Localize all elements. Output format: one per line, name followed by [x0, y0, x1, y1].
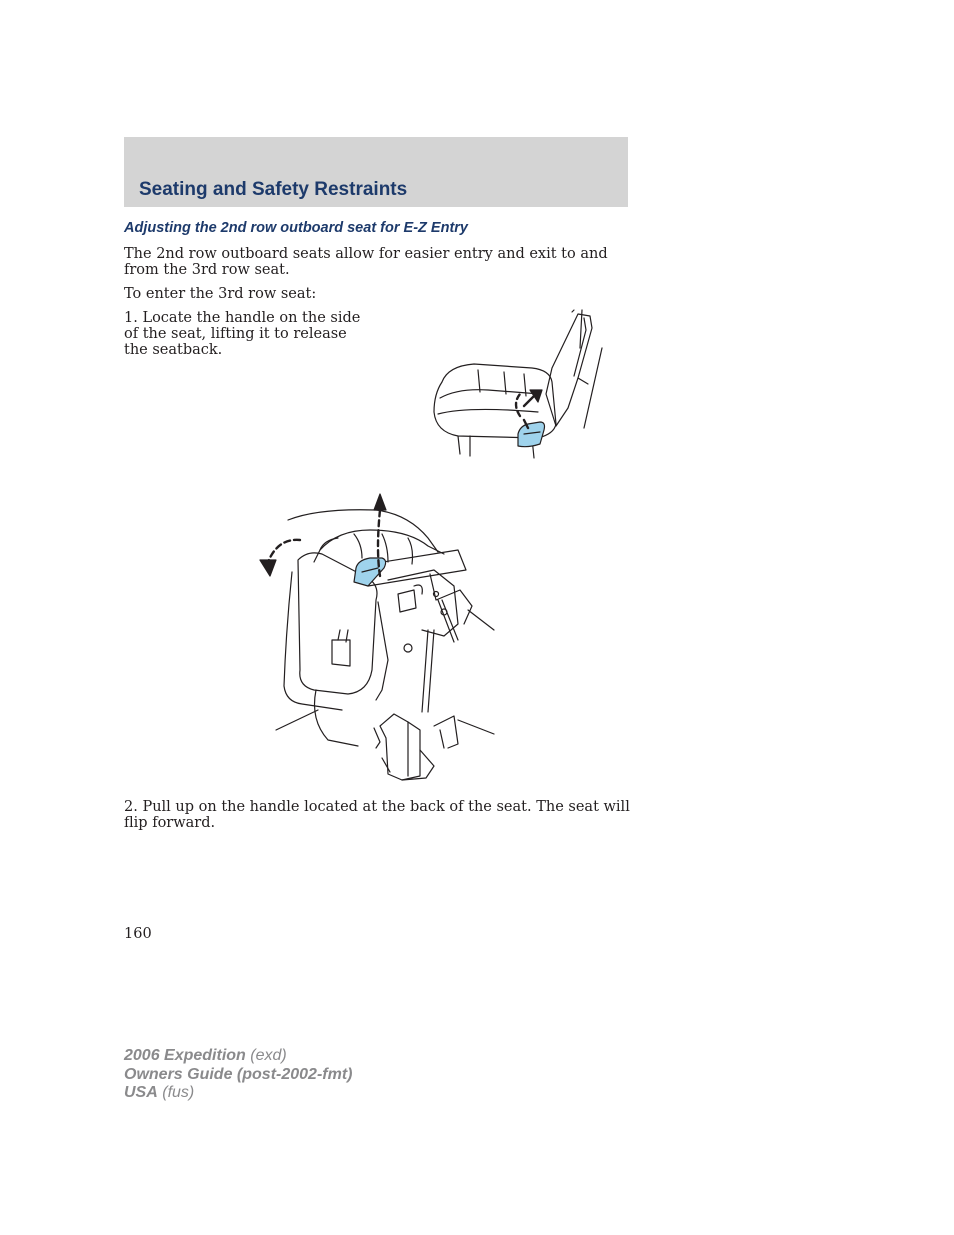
section-header-band	[124, 137, 628, 207]
footer-guide: Owners Guide (post-2002-fmt)	[124, 1065, 353, 1083]
intro-paragraph: The 2nd row outboard seats allow for easier entry and exit to and from the 3rd row seat.	[124, 246, 608, 278]
footer-line-1	[124, 1047, 352, 1066]
footer-line-2	[124, 1066, 352, 1085]
seat-rear-handle-illustration	[258, 490, 498, 786]
footer-model-code: (exd)	[250, 1047, 287, 1064]
section-title: Seating and Safety Restraints	[139, 179, 408, 200]
subsection-heading: Adjusting the 2nd row outboard seat for E-Z Entry	[124, 220, 468, 236]
enter-instruction: To enter the 3rd row seat:	[124, 286, 317, 302]
document-footer	[124, 1047, 352, 1103]
page-number: 160	[124, 926, 152, 942]
footer-model: 2006 Expedition	[124, 1047, 246, 1064]
footer-line-3	[124, 1084, 352, 1103]
footer-market-code: (fus)	[162, 1084, 195, 1101]
footer-market: USA	[124, 1084, 158, 1101]
step-2-text: 2. Pull up on the handle located at the back of the seat. The seat will flip forward.	[124, 799, 630, 831]
seat-side-handle-illustration	[428, 308, 612, 460]
step-1-text: 1. Locate the handle on the side of the seat, lifting it to release the seatback.	[124, 310, 361, 358]
